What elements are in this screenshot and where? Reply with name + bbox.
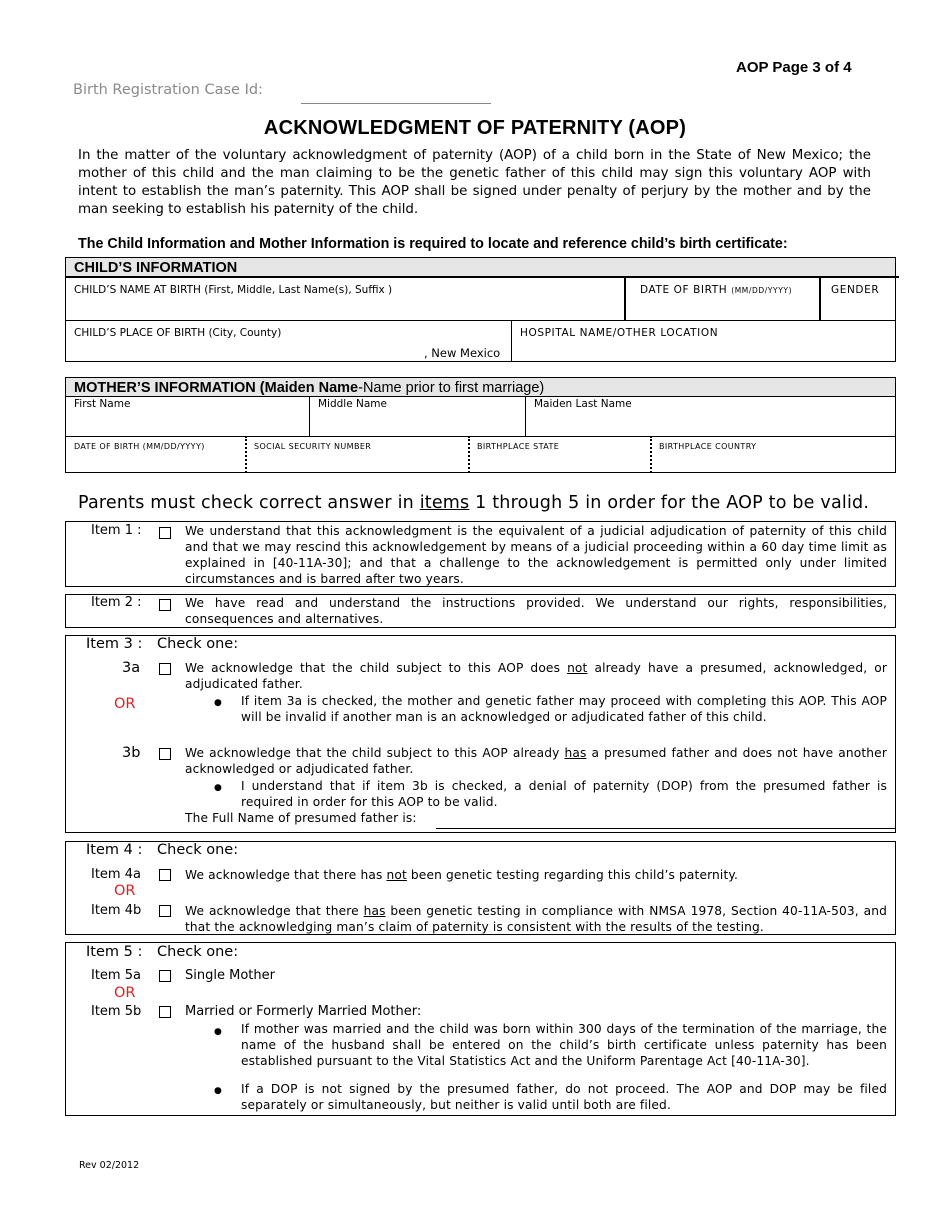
presumed-father-label: The Full Name of presumed father is: bbox=[185, 811, 417, 825]
mother-first-name-field[interactable] bbox=[65, 396, 310, 437]
item-1-text: We understand that this acknowledgment is the equivalent of a judicial adjudication of paternity of this child and that we may rescind this acknowledgement by means of a judicial proceeding within a 60 day time limit as explained in [40-11A-30]; and that a challenge to the acknowledgement is permitted only under limited circumstances and is barred after two years. bbox=[185, 524, 887, 586]
item-5-label: Item 5 : bbox=[86, 944, 143, 960]
hospital-field[interactable] bbox=[511, 320, 896, 362]
mother-birthplace-country-field[interactable] bbox=[651, 436, 896, 473]
item-4-box bbox=[65, 841, 896, 935]
ssn-label: SOCIAL SECURITY NUMBER bbox=[254, 442, 372, 451]
item-5b-note-1: If mother was married and the child was born within 300 days of the termination of the marriage, the name of the husband shall be entered on the child’s birth certificate unless paternity has been established pursuant to the Vital Statistics Act and the Uniform Parentage Act [40-11A-30]. bbox=[241, 1022, 887, 1068]
item-1-label: Item 1 : bbox=[91, 523, 142, 538]
parents-instructions: Parents must check correct answer in items 1 through 5 in order for the AOP to be valid. bbox=[78, 493, 870, 513]
item-2-checkbox[interactable] bbox=[159, 599, 171, 611]
item-3-box bbox=[65, 635, 896, 833]
item-5b-label: Item 5b bbox=[91, 1004, 142, 1019]
bullet-icon: ● bbox=[214, 783, 222, 793]
item-4a-label: Item 4a bbox=[91, 867, 141, 882]
item-2-text: We have read and understand the instructions provided. We understand our rights, responsibilities, consequences and alternatives. bbox=[185, 596, 887, 626]
hospital-label: HOSPITAL NAME/OTHER LOCATION bbox=[520, 327, 719, 339]
child-name-field[interactable] bbox=[65, 277, 624, 321]
item-5-box bbox=[65, 942, 896, 1116]
child-place-suffix: , New Mexico bbox=[424, 346, 501, 360]
bullet-icon: ● bbox=[214, 1086, 222, 1096]
item-5a-label: Item 5a bbox=[91, 968, 141, 983]
item-1-box bbox=[65, 521, 896, 587]
mother-information-section bbox=[65, 377, 896, 473]
item-5a-checkbox[interactable] bbox=[159, 970, 171, 982]
mother-dob-field[interactable] bbox=[65, 436, 247, 473]
item-1-checkbox[interactable] bbox=[159, 527, 171, 539]
mother-information-header: MOTHER’S INFORMATION (Maiden Name-Name prior to first marriage) bbox=[65, 377, 896, 397]
mother-birthplace-state-field[interactable] bbox=[469, 436, 652, 473]
child-place-field[interactable] bbox=[65, 320, 512, 362]
item-4b-checkbox[interactable] bbox=[159, 905, 171, 917]
mother-middle-name-field[interactable] bbox=[309, 396, 526, 437]
item-4b-text: We acknowledge that there has been genetic testing in compliance with NMSA 1978, Section 40-11A-503, and that the acknowledging man’s claim of paternity is consistent with the results of the testing. bbox=[185, 904, 888, 934]
required-note: The Child Information and Mother Information is required to locate and reference child’s birth certificate: bbox=[78, 236, 788, 252]
item-4-label: Item 4 : bbox=[86, 842, 143, 858]
item-5-check-one: Check one: bbox=[157, 944, 239, 960]
middle-name-label: Middle Name bbox=[318, 398, 387, 410]
page-label: AOP Page 3 of 4 bbox=[736, 59, 852, 76]
first-name-label: First Name bbox=[74, 398, 131, 410]
item-2-label: Item 2 : bbox=[91, 595, 142, 610]
items-link[interactable]: items bbox=[419, 493, 470, 513]
item-4b-label: Item 4b bbox=[91, 903, 142, 918]
child-dob-label: DATE OF BIRTH (MM/DD/YYYY) bbox=[640, 284, 793, 296]
maiden-last-name-label: Maiden Last Name bbox=[534, 398, 632, 410]
item-5a-text: Single Mother bbox=[185, 968, 275, 983]
bullet-icon: ● bbox=[214, 1027, 222, 1037]
item-3-or: OR bbox=[114, 696, 136, 712]
mother-dob-label: DATE OF BIRTH (MM/DD/YYYY) bbox=[74, 442, 205, 451]
revision-footer: Rev 02/2012 bbox=[79, 1160, 140, 1171]
mother-maiden-name-field[interactable] bbox=[525, 396, 896, 437]
item-2-box bbox=[65, 594, 896, 628]
item-5b-checkbox[interactable] bbox=[159, 1006, 171, 1018]
child-dob-field[interactable] bbox=[624, 277, 820, 321]
item-3a-note: If item 3a is checked, the mother and genetic father may proceed with completing this AOP. This AOP will be invalid if another man is an acknowledged or adjudicated father of this child. bbox=[241, 694, 887, 724]
child-gender-field[interactable] bbox=[819, 277, 896, 321]
mother-ssn-field[interactable] bbox=[246, 436, 470, 473]
child-information-section bbox=[65, 257, 896, 363]
item-4-or: OR bbox=[114, 883, 136, 899]
item-3b-checkbox[interactable] bbox=[159, 748, 171, 760]
item-3-label: Item 3 : bbox=[86, 636, 143, 652]
item-3a-label: 3a bbox=[122, 660, 141, 676]
item-3a-text: We acknowledge that the child subject to this AOP does not already have a presumed, acknowledged, or adjudicated father. bbox=[185, 661, 887, 691]
item-5b-note-2: If a DOP is not signed by the presumed father, do not proceed. The AOP and DOP may be filed separately or simultaneously, but neither is valid until both are filed. bbox=[241, 1082, 887, 1112]
item-4a-text: We acknowledge that there has not been genetic testing regarding this child’s paternity. bbox=[185, 868, 739, 882]
item-4-check-one: Check one: bbox=[157, 842, 239, 858]
item-4a-checkbox[interactable] bbox=[159, 869, 171, 881]
child-name-label: CHILD’S NAME AT BIRTH (First, Middle, Last Name(s), Suffix ) bbox=[74, 284, 393, 296]
intro-paragraph: In the matter of the voluntary acknowledgment of paternity (AOP) of a child born in the State of New Mexico; the mother of this child and the man claiming to be the genetic father of this child may sign this voluntary AOP with intent to establish the man’s paternity. This AOP shall be signed under penalty of perjury by the mother and by the man seeking to establish his paternity of the child. bbox=[78, 148, 871, 217]
child-place-label: CHILD’S PLACE OF BIRTH (City, County) bbox=[74, 327, 282, 339]
item-3a-checkbox[interactable] bbox=[159, 663, 171, 675]
item-3b-note: I understand that if item 3b is checked, a denial of paternity (DOP) from the presumed father is required in order for this AOP to be valid. bbox=[241, 779, 887, 809]
child-gender-label: GENDER bbox=[831, 284, 880, 296]
case-id-label: Birth Registration Case Id: bbox=[73, 82, 263, 98]
item-5b-text: Married or Formerly Married Mother: bbox=[185, 1004, 422, 1019]
bullet-icon: ● bbox=[214, 698, 222, 708]
item-3b-label: 3b bbox=[122, 745, 141, 761]
item-3-check-one: Check one: bbox=[157, 636, 239, 652]
presumed-father-name-field[interactable] bbox=[436, 828, 896, 829]
birthplace-state-label: BIRTHPLACE STATE bbox=[477, 442, 560, 451]
case-id-field[interactable] bbox=[301, 103, 491, 104]
item-5-or: OR bbox=[114, 985, 136, 1001]
birthplace-country-label: BIRTHPLACE COUNTRY bbox=[659, 442, 757, 451]
page-title: ACKNOWLEDGMENT OF PATERNITY (AOP) bbox=[263, 117, 687, 139]
child-information-header: CHILD’S INFORMATION bbox=[65, 257, 896, 277]
item-3b-text: We acknowledge that the child subject to this AOP already has a presumed father and does not have another acknowledged or adjudicated father. bbox=[185, 746, 887, 776]
